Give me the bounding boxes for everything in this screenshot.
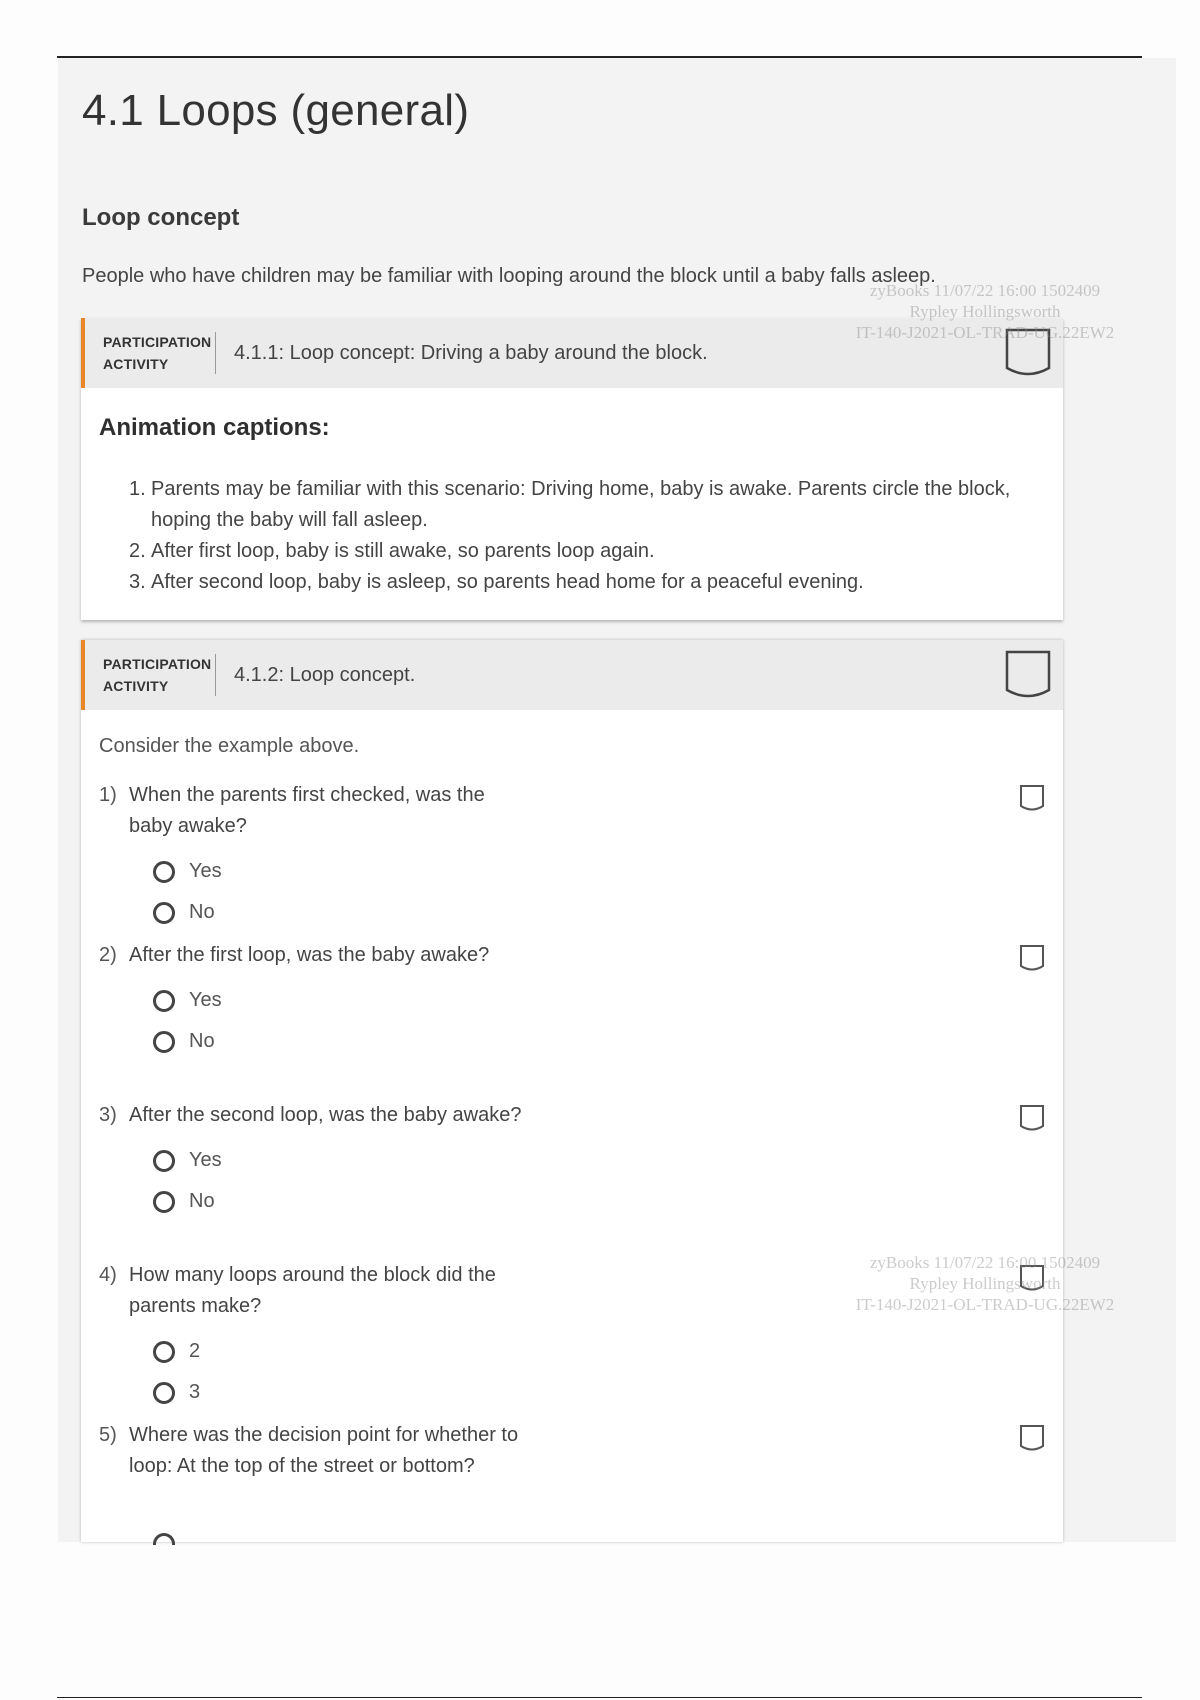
- answer-option-3[interactable]: 3: [153, 1372, 1019, 1413]
- question-number: 3): [99, 1104, 117, 1126]
- section-title: Loop concept: [82, 204, 240, 231]
- radio-button[interactable]: [153, 861, 175, 883]
- answer-option-yes[interactable]: Yes: [153, 1140, 1019, 1181]
- answer-option-no[interactable]: No: [153, 1021, 1019, 1062]
- answer-option-no[interactable]: No: [153, 1181, 1019, 1222]
- watermark: zyBooks 11/07/22 16:00 1502409 Rypley Hollingsworth IT-140-J2021-OL-TRAD-UG.22EW2: [855, 1253, 1115, 1314]
- activity-title: 4.1.2: Loop concept.: [234, 663, 416, 686]
- radio-button[interactable]: [153, 990, 175, 1012]
- question-2: [99, 940, 1019, 1062]
- header-divider: [215, 654, 216, 696]
- completion-badge-icon: [1005, 650, 1051, 700]
- captions-title: Animation captions:: [99, 414, 330, 441]
- answer-options: [153, 980, 1019, 1062]
- question-1: [99, 780, 1019, 933]
- answer-option-2[interactable]: 2: [153, 1331, 1019, 1372]
- radio-button[interactable]: [153, 1191, 175, 1213]
- question-number: 4): [99, 1264, 117, 1286]
- question-5: [99, 1420, 1019, 1482]
- bottom-rule: [57, 1697, 1142, 1698]
- radio-button[interactable]: [153, 1031, 175, 1053]
- radio-button[interactable]: [153, 1150, 175, 1172]
- answer-options: [153, 1331, 1019, 1413]
- watermark: zyBooks 11/07/22 16:00 1502409 Rypley Hollingsworth IT-140-J2021-OL-TRAD-UG.22EW2: [855, 281, 1115, 342]
- radio-button[interactable]: [153, 1382, 175, 1404]
- activity-title: 4.1.1: Loop concept: Driving a baby around the block.: [234, 341, 708, 364]
- participation-activity-4-1-1: [81, 318, 1063, 620]
- radio-button[interactable]: [153, 1341, 175, 1363]
- answer-options: [153, 851, 1019, 933]
- participation-activity-4-1-2: [81, 640, 1063, 1542]
- answer-option-yes[interactable]: Yes: [153, 851, 1019, 892]
- radio-button[interactable]: [153, 1533, 175, 1545]
- question-text: After the first loop, was the baby awake?: [129, 944, 490, 966]
- question-status-icon: [1019, 1424, 1045, 1452]
- answer-options: [153, 1140, 1019, 1222]
- participation-activity-label: PARTICIPATION ACTIVITY: [103, 656, 212, 694]
- question-status-icon: [1019, 1104, 1045, 1132]
- question-text: How many loops around the block did the parents make?: [129, 1264, 496, 1317]
- question-text: When the parents first checked, was the baby awake?: [129, 784, 485, 837]
- activity-header[interactable]: [81, 640, 1063, 710]
- caption-item: 1. Parents may be familiar with this scenario: Driving home, baby is awake. Parents circle the block, hoping the baby will fall asleep.: [129, 478, 1011, 531]
- question-status-icon: [1019, 784, 1045, 812]
- radio-button[interactable]: [153, 902, 175, 924]
- caption-item: 3. After second loop, baby is asleep, so parents head home for a peaceful evening.: [129, 571, 864, 593]
- question-number: 2): [99, 944, 117, 966]
- question-text: After the second loop, was the baby awake?: [129, 1104, 522, 1126]
- activity-intro: Consider the example above.: [99, 735, 360, 757]
- intro-paragraph: People who have children may be familiar with looping around the block until a baby falls asleep.: [82, 265, 936, 287]
- header-divider: [215, 332, 216, 374]
- question-text: Where was the decision point for whether to loop: At the top of the street or bottom?: [129, 1424, 519, 1477]
- question-status-icon: [1019, 944, 1045, 972]
- question-3: [99, 1100, 1019, 1222]
- question-number: 5): [99, 1424, 117, 1446]
- captions-list: [129, 474, 1029, 598]
- answer-option-no[interactable]: No: [153, 892, 1019, 933]
- page-title: 4.1 Loops (general): [82, 86, 470, 135]
- answer-option-yes[interactable]: Yes: [153, 980, 1019, 1021]
- question-number: 1): [99, 784, 117, 806]
- caption-item: 2. After first loop, baby is still awake, so parents loop again.: [129, 540, 655, 562]
- participation-activity-label: PARTICIPATION ACTIVITY: [103, 334, 212, 372]
